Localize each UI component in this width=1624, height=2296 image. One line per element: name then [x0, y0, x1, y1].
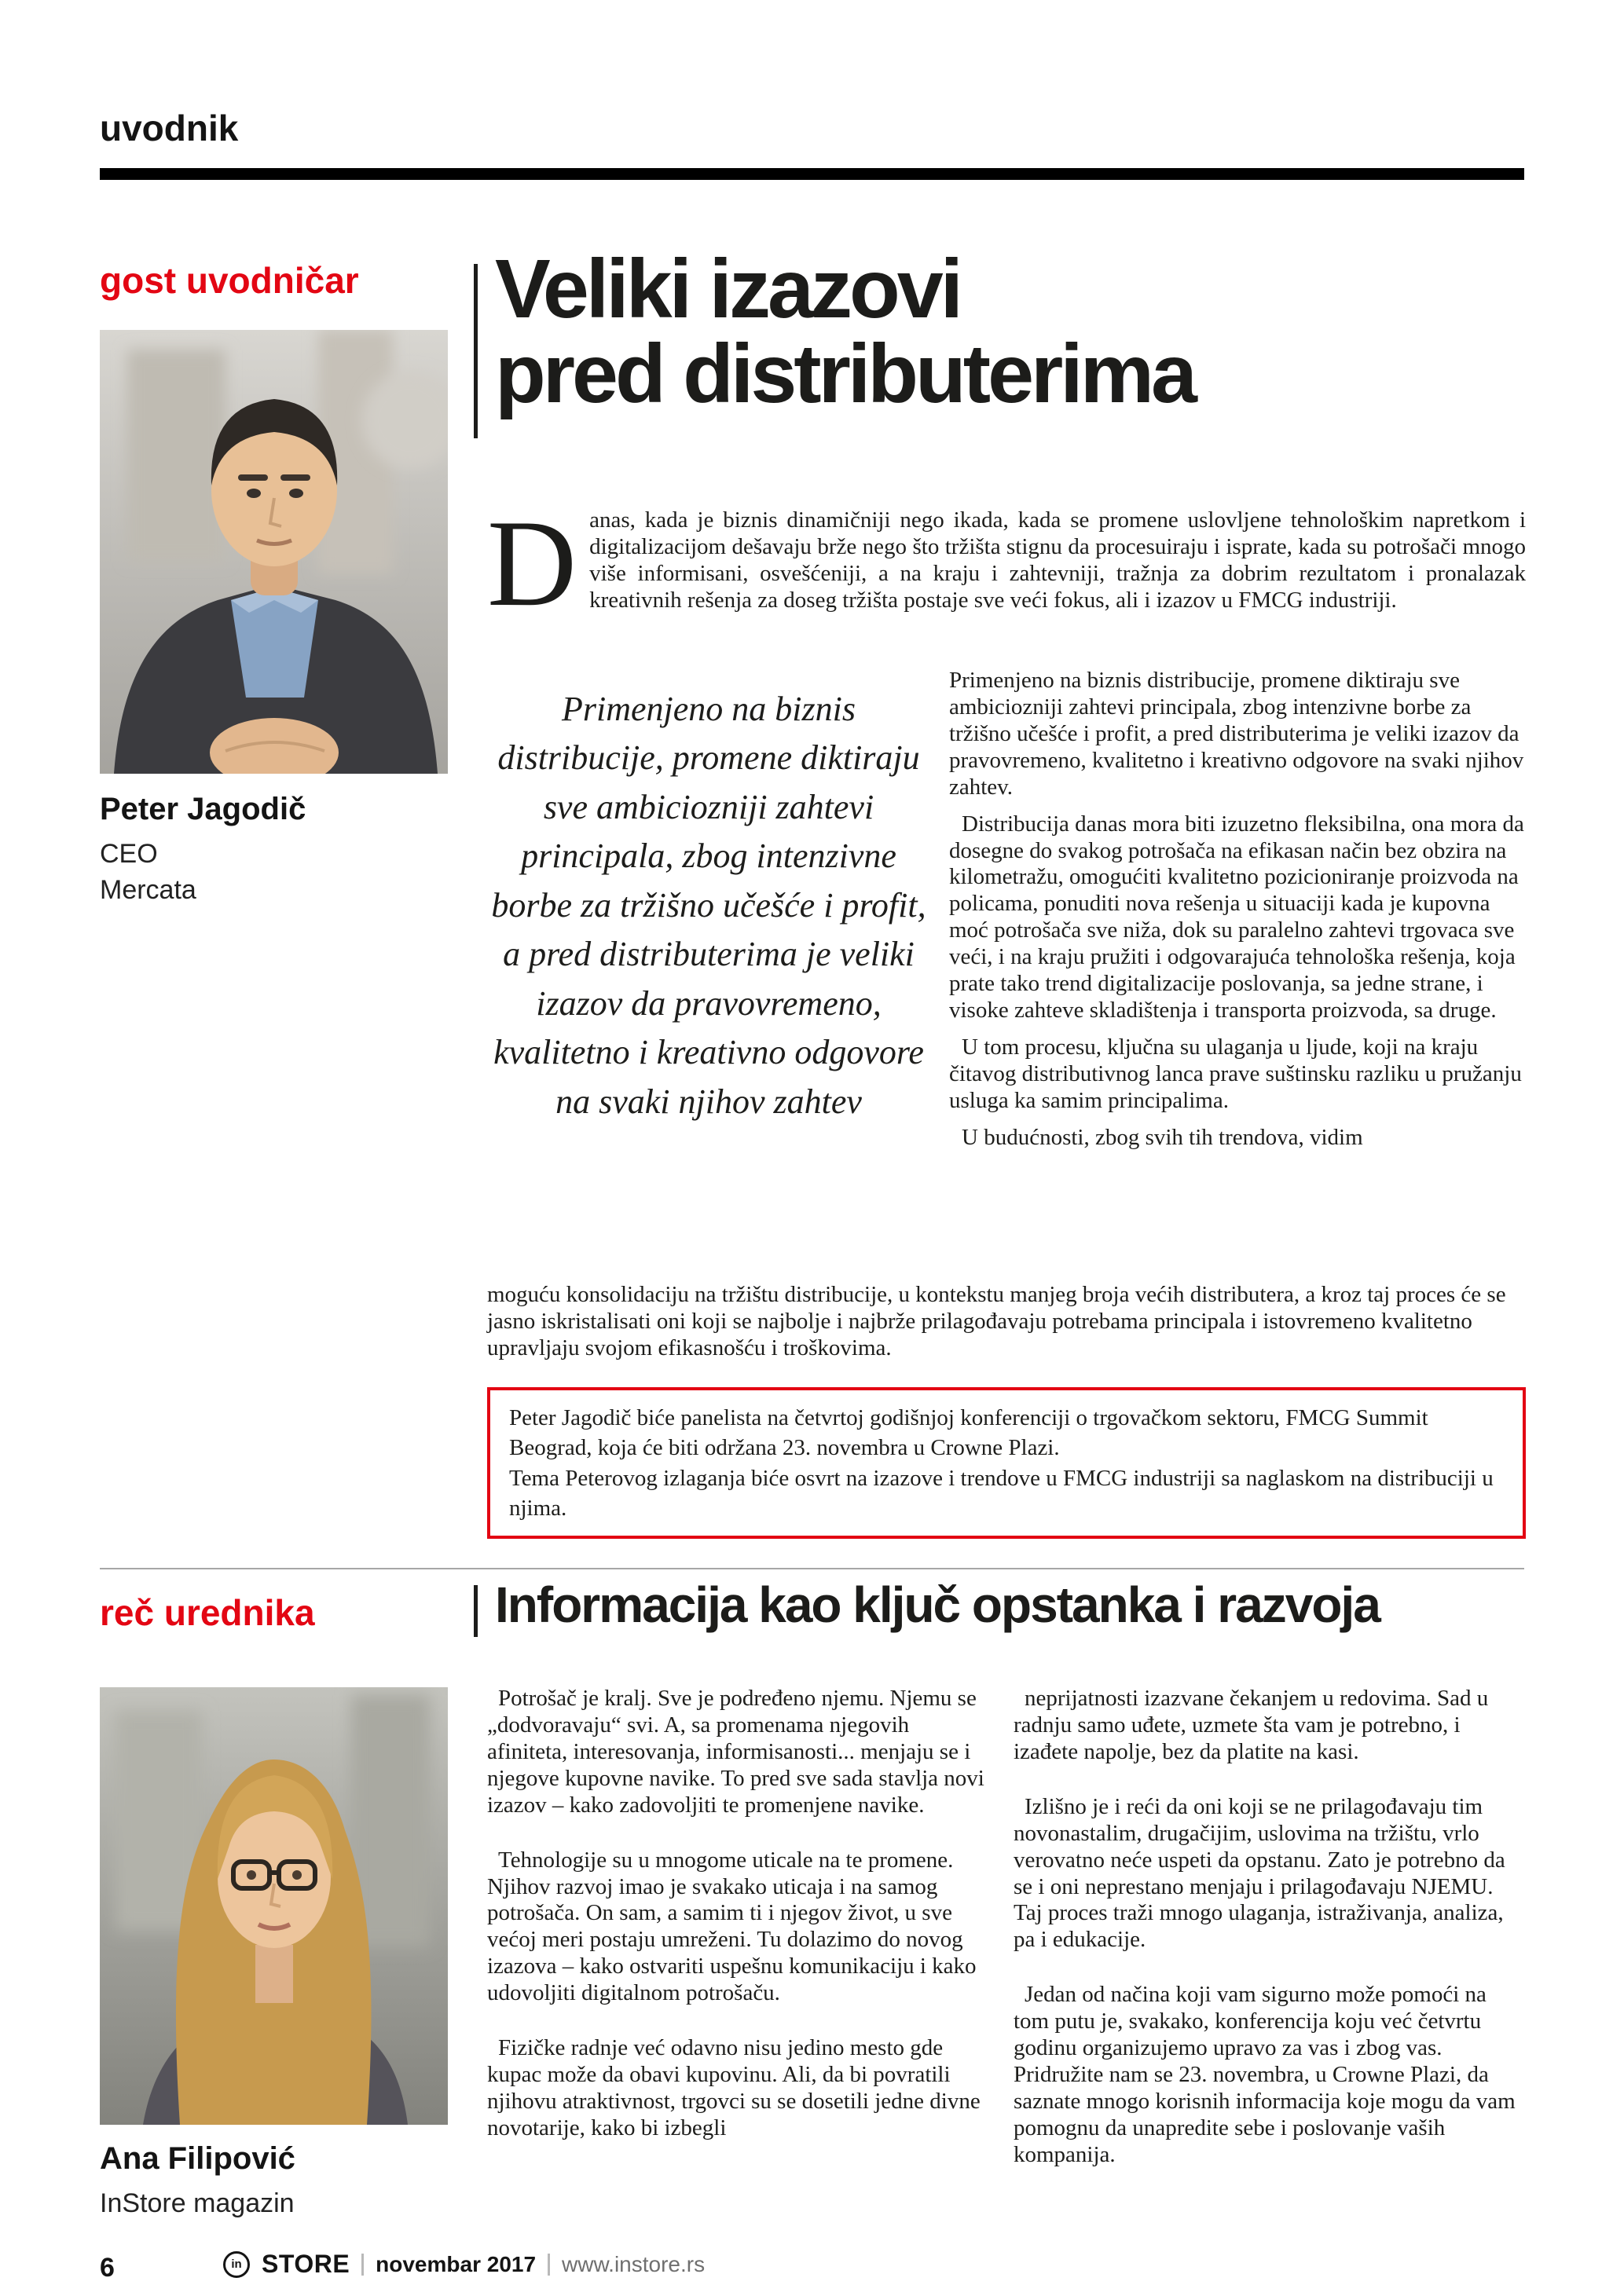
editor-paragraph: Izlišno je i reći da oni koji se ne prilagođavaju tim novonastalim, drugačijim, uslovima na tržištu, vrlo verovatno neće uspeti da opstanu. Zato je potrebno da se i oni neprestano menjaju i prilagođavaju NJEMU. Taj proces traži mnogo ulaganja, istraživanja, analiza, pa i edukacije. — [1014, 1793, 1505, 1953]
pull-quote: Primenjeno na biznis distribucije, promene diktiraju sve ambiciozniji zahtevi principala, zbog intenzivne borbe za tržišno učešće i profit, a pred distributerima je veliki izazov da pravovremeno, kvalitetno i kreativno odgovore na svaki njihov zahtev — [491, 690, 926, 1121]
section-divider — [100, 1568, 1524, 1569]
article-continuation: moguću konsolidaciju na tržištu distribucije, u kontekstu manjeg broja većih distributera, a kroz taj proces će se jasno iskristalisati oni koji se najbolje i najbrže prilagođavaju potrebama principala i istovremeno kvalitetno upravljaju svojom efikasnošću i troškovima. — [487, 1282, 1506, 1360]
editor-kicker: reč urednika — [100, 1592, 315, 1633]
lead-paragraph — [487, 495, 1526, 632]
footer-issue-date: novembar 2017 — [376, 2251, 537, 2276]
article-paragraph: Distribucija danas mora biti izuzetno fleksibilna, ona mora da dosegne do svakog potrošača na efikasan način bez obzira na kilometražu, omogućiti kvalitetno pozicioniranje proizvoda na policama, ponuditi nova rešenja u situaciji kada je kupovna moć potrošača sve niža, dok su paralelno zahtevi trgovaca sve veći, i na kraju pružiti i odgovarajuća tehnološka rešenja, koja prate tako trend digitalizacije poslovanja, sa jedne strane, i visoke zahteve skladištenja i transporta proizvoda, sa druge. — [949, 811, 1524, 1023]
footer-website: www.instore.rs — [562, 2251, 706, 2276]
editor-paragraph: Jedan od načina koji vam sigurno može pomoći na tom putu je, svakako, konferencija koju već četvrtu godinu organizujemo upravo za vas i zbog vas. Pridružite nam se 23. novembra, u Crowne Plazi, da saznate mnogo korisnih informacija koje mogu da vam pomognu da unapredite sebe i poslovanje vaših kompanija. — [1014, 1982, 1516, 2167]
guest-headline-line2: pred distributerima — [495, 328, 1194, 421]
editor-column-2 — [1014, 1686, 1526, 2197]
dropcap-letter: D — [487, 495, 577, 632]
editor-paragraph: Tehnologije su u mnogome uticale na te promene. Njihov razvoj imao je svakako uticaja i na samog potrošača. On sam, a samim ti i njegov život, u sve većoj meri postaju umreženi. Tu dolazimo do novog izazova – kako ostvariti uspešnu komunikaciju i kako udovoljiti digitalnom potrošaču. — [487, 1847, 977, 2006]
lead-text: anas, kada je biznis dinamičniji nego ikada, kada se promene uslovljene tehnološkim napretkom i digitalizacijom dešavaju brže nego što tržišta stignu da procesuiraju i isprate, kada su potrošači mnogo više informisani, osvešćeniji, a na kraju i zahtevniji, tražnja za dobrim rezultatom i pronalazak kreativnih rešenja za doseg tržišta postaje sve veći fokus, ali i izazov u FMCG industriji. — [589, 507, 1526, 613]
top-rule-divider — [100, 168, 1524, 180]
editor-author-block — [100, 2141, 295, 2222]
guest-author-block — [100, 792, 306, 909]
portrait-illustration-peter — [100, 330, 448, 774]
article-paragraph: Primenjeno na biznis distribucije, promene diktiraju sve ambiciozniji zahtevi principala, zbog intenzivne borbe za tržišno učešće i profit, a pred distributerima je veliki izazov da pravovremeno, kvalitetno i kreativno odgovore na svaki njihov zahtev. — [949, 668, 1524, 800]
conference-note-line: Peter Jagodič biće panelista na četvrtoj godišnjoj konferenciji o trgovačkom sektoru, FMCG Summit Beograd, koja će biti održana 23. novembra u Crowne Plazi. — [509, 1405, 1428, 1461]
conference-note-line: Tema Peterovog izlaganja biće osvrt na izazove i trendove u FMCG industriji sa naglaskom na distribuciji u njima. — [509, 1465, 1494, 1521]
editor-paragraph: Potrošač je kralj. Sve je podređeno njemu. Njemu se „dodvoravaju“ svi. A, sa promenama njegovih afiniteta, interesovanja, informisanosti... menjaju se i njegove kupovne navike. To pred sve sada stavlja novi izazov – kako zadovoljiti te promenjene navike. — [487, 1686, 984, 1818]
guest-author-name: Peter Jagodič — [100, 792, 306, 826]
footer-separator — [361, 2254, 364, 2276]
instore-logo-icon — [223, 2251, 250, 2278]
guest-headline-line1: Veliki izazovi — [495, 243, 961, 335]
footer-brand-line — [223, 2250, 705, 2279]
editor-paragraph: Fizičke radnje već odavno nisu jedino mesto gde kupac može da obavi kupovinu. Ali, da bi povratili njihovu atraktivnost, trgovci su se dosetili jedne divne novotarije, kako bi izbegli — [487, 2035, 981, 2140]
footer-separator — [548, 2254, 550, 2276]
guest-author-company: Mercata — [100, 874, 196, 905]
editor-headline: Informacija kao ključ opstanka i razvoja — [495, 1576, 1380, 1633]
editor-paragraph: neprijatnosti izazvane čekanjem u redovima. Sad u radnju samo uđete, uzmete šta vam je potrebno, i izađete napolje, bez da platite na kasi. — [1014, 1686, 1489, 1764]
ana-filipovic-photo — [100, 1687, 448, 2125]
guest-author-role: CEO — [100, 839, 158, 869]
guest-headline — [495, 243, 1194, 421]
guest-kicker: gost uvodničar — [100, 260, 359, 301]
instore-logo-text: in — [231, 2258, 242, 2271]
conference-note-box — [487, 1387, 1526, 1539]
editor-author-name: Ana Filipović — [100, 2141, 295, 2176]
editor-author-company: InStore magazin — [100, 2188, 295, 2218]
article-right-column — [949, 668, 1526, 1162]
section-label: uvodnik — [100, 108, 239, 148]
editor-headline-rule — [474, 1585, 478, 1637]
guest-headline-rule — [474, 264, 478, 438]
article-paragraph: U tom procesu, ključna su ulaganja u ljude, koji na kraju čitavog distributivnog lanca prave suštinsku razliku u pružanju usluga ka samim principalima. — [949, 1034, 1522, 1113]
footer-brand-name: STORE — [262, 2250, 350, 2278]
peter-jagodic-photo — [100, 330, 448, 774]
article-paragraph: U budućnosti, zbog svih tih trendova, vidim — [962, 1124, 1363, 1150]
editor-column-1 — [487, 1686, 987, 2170]
page-number: 6 — [100, 2253, 115, 2283]
portrait-illustration-ana — [100, 1687, 448, 2125]
